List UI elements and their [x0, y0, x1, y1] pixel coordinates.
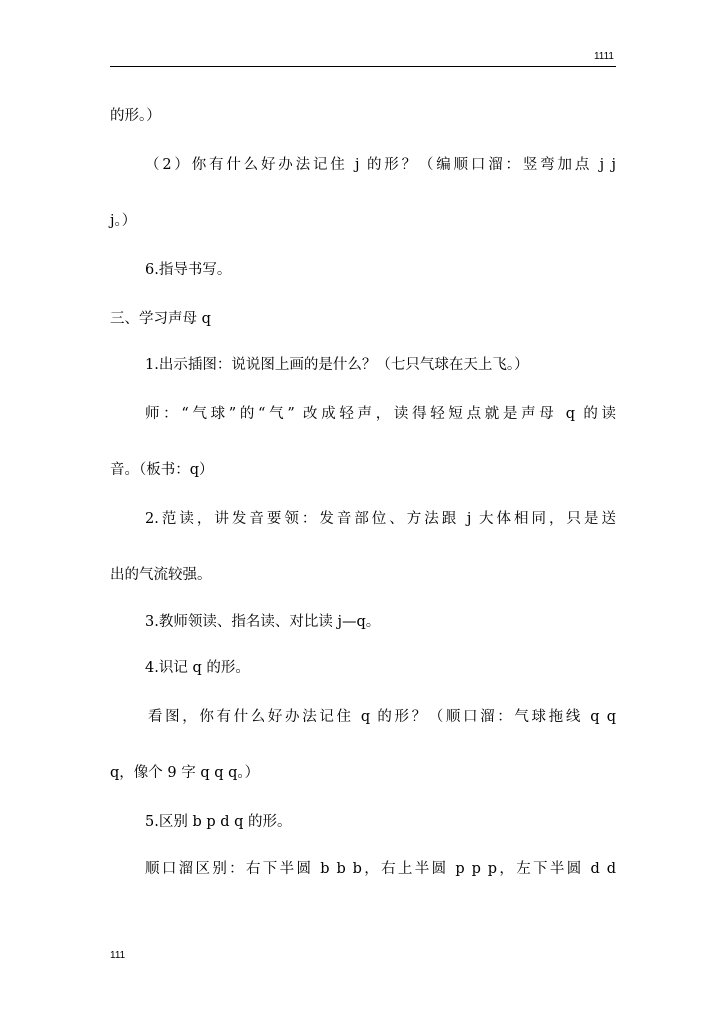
- text-line: 4.识记 q 的形。: [145, 660, 250, 676]
- text-line: q，像个 9 字 q q q。）: [110, 765, 260, 781]
- text-line: 3.教师领读、指名读、对比读 j—q。: [145, 614, 381, 630]
- text-line: 音。（板书：q）: [110, 462, 214, 478]
- text-line: 顺口溜区别：右下半圆 b b b，右上半圆 p p p，左下半圆 d d: [145, 861, 616, 877]
- text-line: 出的气流较强。: [110, 567, 212, 583]
- text-line: （2）你有什么好办法记住 j 的形？（编顺口溜：竖弯加点 j j: [145, 157, 616, 173]
- page-header: [110, 48, 616, 68]
- header-page-number: 1111: [593, 51, 614, 62]
- text-line: 师：“气球”的“气” 改成轻声，读得轻短点就是声母 q 的读: [145, 406, 616, 422]
- text-line: 的形。）: [110, 108, 161, 124]
- text-line: 2.范读，讲发音要领：发音部位、方法跟 j 大体相同，只是送: [145, 511, 616, 527]
- text-line: j。）: [110, 213, 137, 229]
- text-line: 1.出示插图：说说图上画的是什么？（七只气球在天上飞。）: [145, 357, 529, 373]
- text-line: 5.区别 b p d q 的形。: [145, 814, 292, 830]
- text-line: 看图，你有什么好办法记住 q 的形？（顺口溜：气球拖线 q q: [148, 709, 616, 725]
- text-line: 6.指导书写。: [145, 262, 232, 278]
- footer-page-number: 111: [110, 950, 126, 961]
- header-rule: [110, 66, 616, 67]
- section-heading: 三、学习声母 q: [110, 311, 211, 327]
